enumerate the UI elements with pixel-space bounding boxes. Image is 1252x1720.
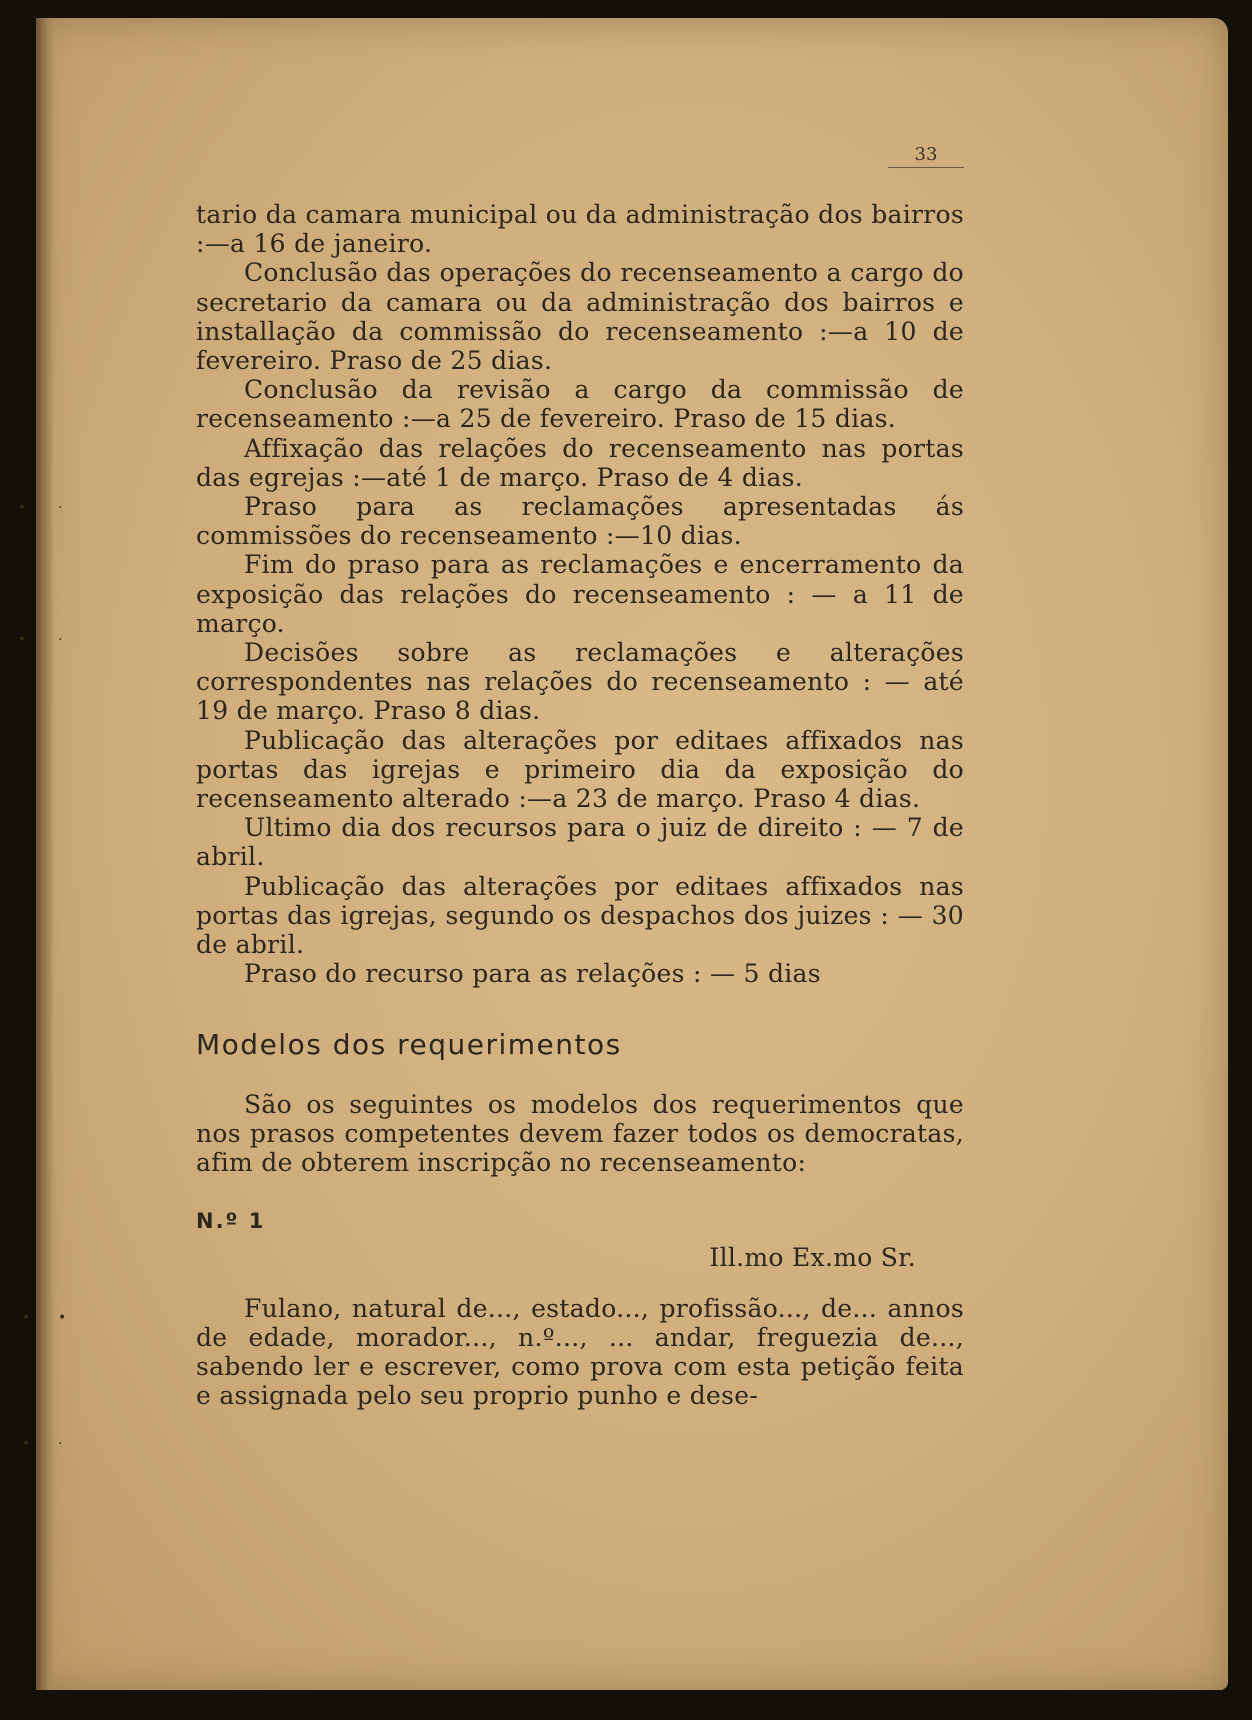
paragraph-publication-judges: Publicação das alterações por editaes affixados nas portas das igrejas, segundo os despachos dos juizes : — 30 de abril. — [196, 871, 964, 960]
paragraph-claims-period: Praso para as reclamações apresentadas ás commissões do recenseamento :—10 dias. — [196, 492, 964, 551]
section-heading: Modelos dos requerimentos — [196, 1028, 622, 1062]
salutation: Ill.mo Ex.mo Sr. — [709, 1242, 916, 1272]
paragraph-census-conclusion: Conclusão das operações do recenseamento a cargo do secretario da camara ou da administração dos bairros e installação da commissão do recenseamento :—a 10 de fevereiro. Praso de 25 dias. — [196, 258, 964, 376]
paragraph-revision: Conclusão da revisão a cargo da commissão de recenseamento :—a 25 de fevereiro. Praso de 15 dias. — [196, 375, 964, 434]
paragraph-intro: São os seguintes os modelos dos requerimentos que nos prasos competentes devem fazer todos os democratas, afim de obterem inscripção no recenseamento: — [196, 1089, 964, 1178]
paragraph-decisions: Decisões sobre as reclamações e alterações correspondentes nas relações do recenseamento : — até 19 de março. Praso 8 dias. — [196, 638, 964, 726]
paragraph-end-of-period: Fim do praso para as reclamações e encerramento da exposição das relações do recenseamento : — a 11 de março. — [196, 550, 964, 638]
page-body — [196, 200, 964, 1411]
left-margin-marks: • · • · • • • · — [18, 500, 67, 1452]
paragraph-continuation: tario da camara municipal ou da administração dos bairros :—a 16 de janeiro. — [196, 200, 964, 259]
paragraph-affixation: Affixação das relações do recenseamento nas portas das egrejas :—até 1 de março. Praso de 4 dias. — [196, 433, 964, 492]
page-number: 33 — [888, 144, 964, 168]
paragraph-model-body: Fulano, natural de..., estado..., profissão..., de... annos de edade, morador..., n.º..., ... andar, freguezia de..., sabendo ler e escrever, como prova com esta petição feita e assignada pelo seu proprio punho e dese- — [196, 1293, 964, 1411]
paragraph-last-appeal-day: Ultimo dia dos recursos para o juiz de direito : — 7 de abril. — [196, 813, 964, 872]
paragraph-publication: Publicação das alterações por editaes affixados nas portas das igrejas e primeiro dia da exposição do recenseamento alterado :—a 23 de março. Praso 4 dias. — [196, 725, 964, 814]
model-number: N.º 1 — [196, 1209, 266, 1234]
paragraph-appeal-period: Praso do recurso para as relações : — 5 dias — [244, 959, 821, 989]
